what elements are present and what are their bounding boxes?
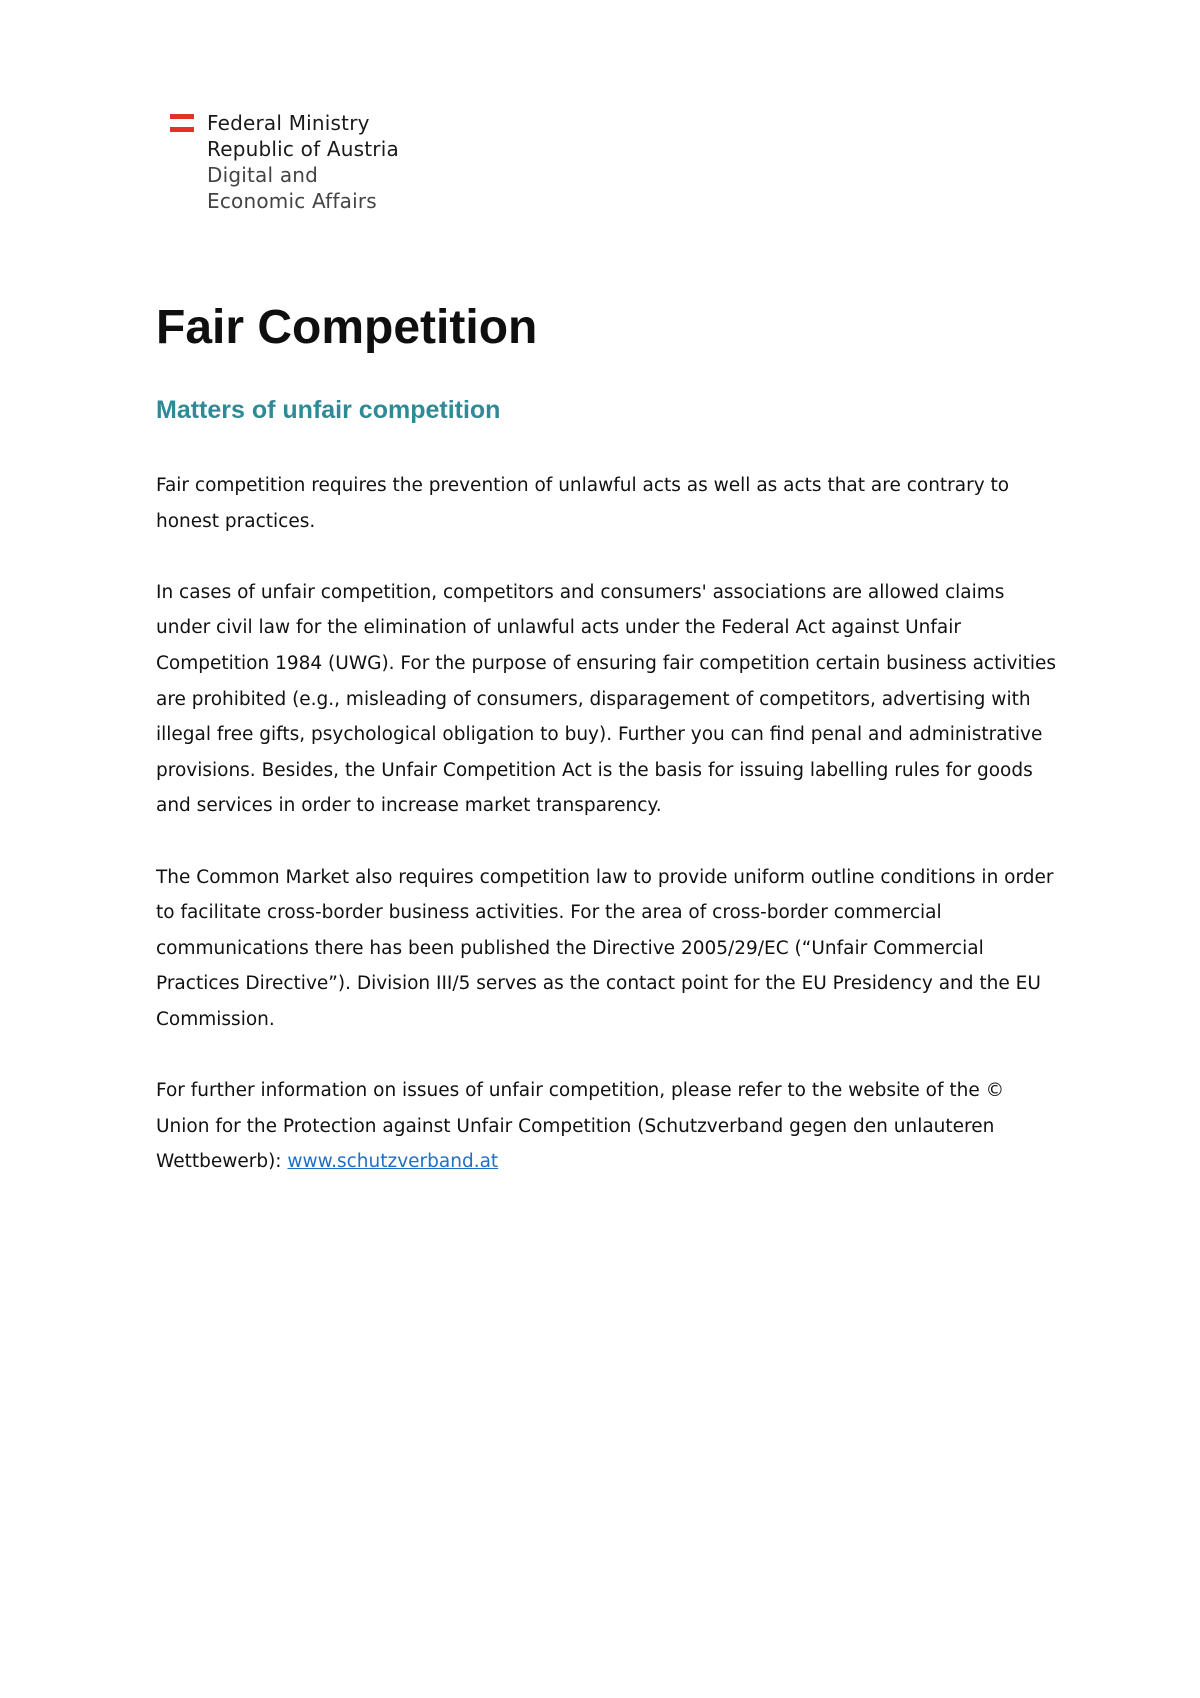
body-text — [156, 468, 1056, 1180]
paragraph-2: In cases of unfair competition, competitors and consumers' associations are allowed claims under civil law for the elimination of unlawful acts under the Federal Act against Unfair Competition 1984 (UWG). For the purpose of ensuring fair competition certain business activities are prohibited (e.g., misleading of consumers, disparagement of competitors, advertising with illegal free gifts, psychological obligation to buy). Further you can find penal and administrative provisions. Besides, the Unfair Competition Act is the basis for issuing labelling rules for goods and services in order to increase market transparency. — [156, 581, 1056, 817]
paragraph-4-text: For further information on issues of unfair competition, please refer to the website of the © Union for the Protection against Unfair Competition (Schutzverband gegen den unlauteren Wettbewerb): — [156, 1080, 1005, 1173]
logo-line-1: Federal Ministry — [207, 111, 370, 135]
austria-flag-icon — [170, 114, 194, 132]
page-title: Fair Competition — [156, 301, 538, 354]
paragraph-3: The Common Market also requires competition law to provide uniform outline conditions in order to facilitate cross-border business activities. For the area of cross-border commercial communications there has been published the Directive 2005/29/EC (“Unfair Commercial Practices Directive”). Division III/5 serves as the contact point for the EU Presidency and the EU Commission. — [156, 866, 1054, 1030]
section-heading: Matters of unfair competition — [156, 396, 501, 424]
logo-line-3: Digital and — [207, 163, 319, 187]
flag-stripe-bottom — [170, 127, 194, 132]
paragraph-4 — [156, 1073, 1056, 1180]
schutzverband-link[interactable]: www.schutzverband.at — [287, 1151, 499, 1173]
document-content — [156, 300, 1056, 1180]
flag-stripe-top — [170, 114, 194, 119]
ministry-logo — [170, 110, 530, 220]
ministry-name — [207, 110, 399, 214]
paragraph-1: Fair competition requires the prevention of unlawful acts as well as acts that are contrary to honest practices. — [156, 475, 1010, 532]
logo-line-2: Republic of Austria — [207, 137, 399, 161]
logo-line-4: Economic Affairs — [207, 189, 377, 213]
